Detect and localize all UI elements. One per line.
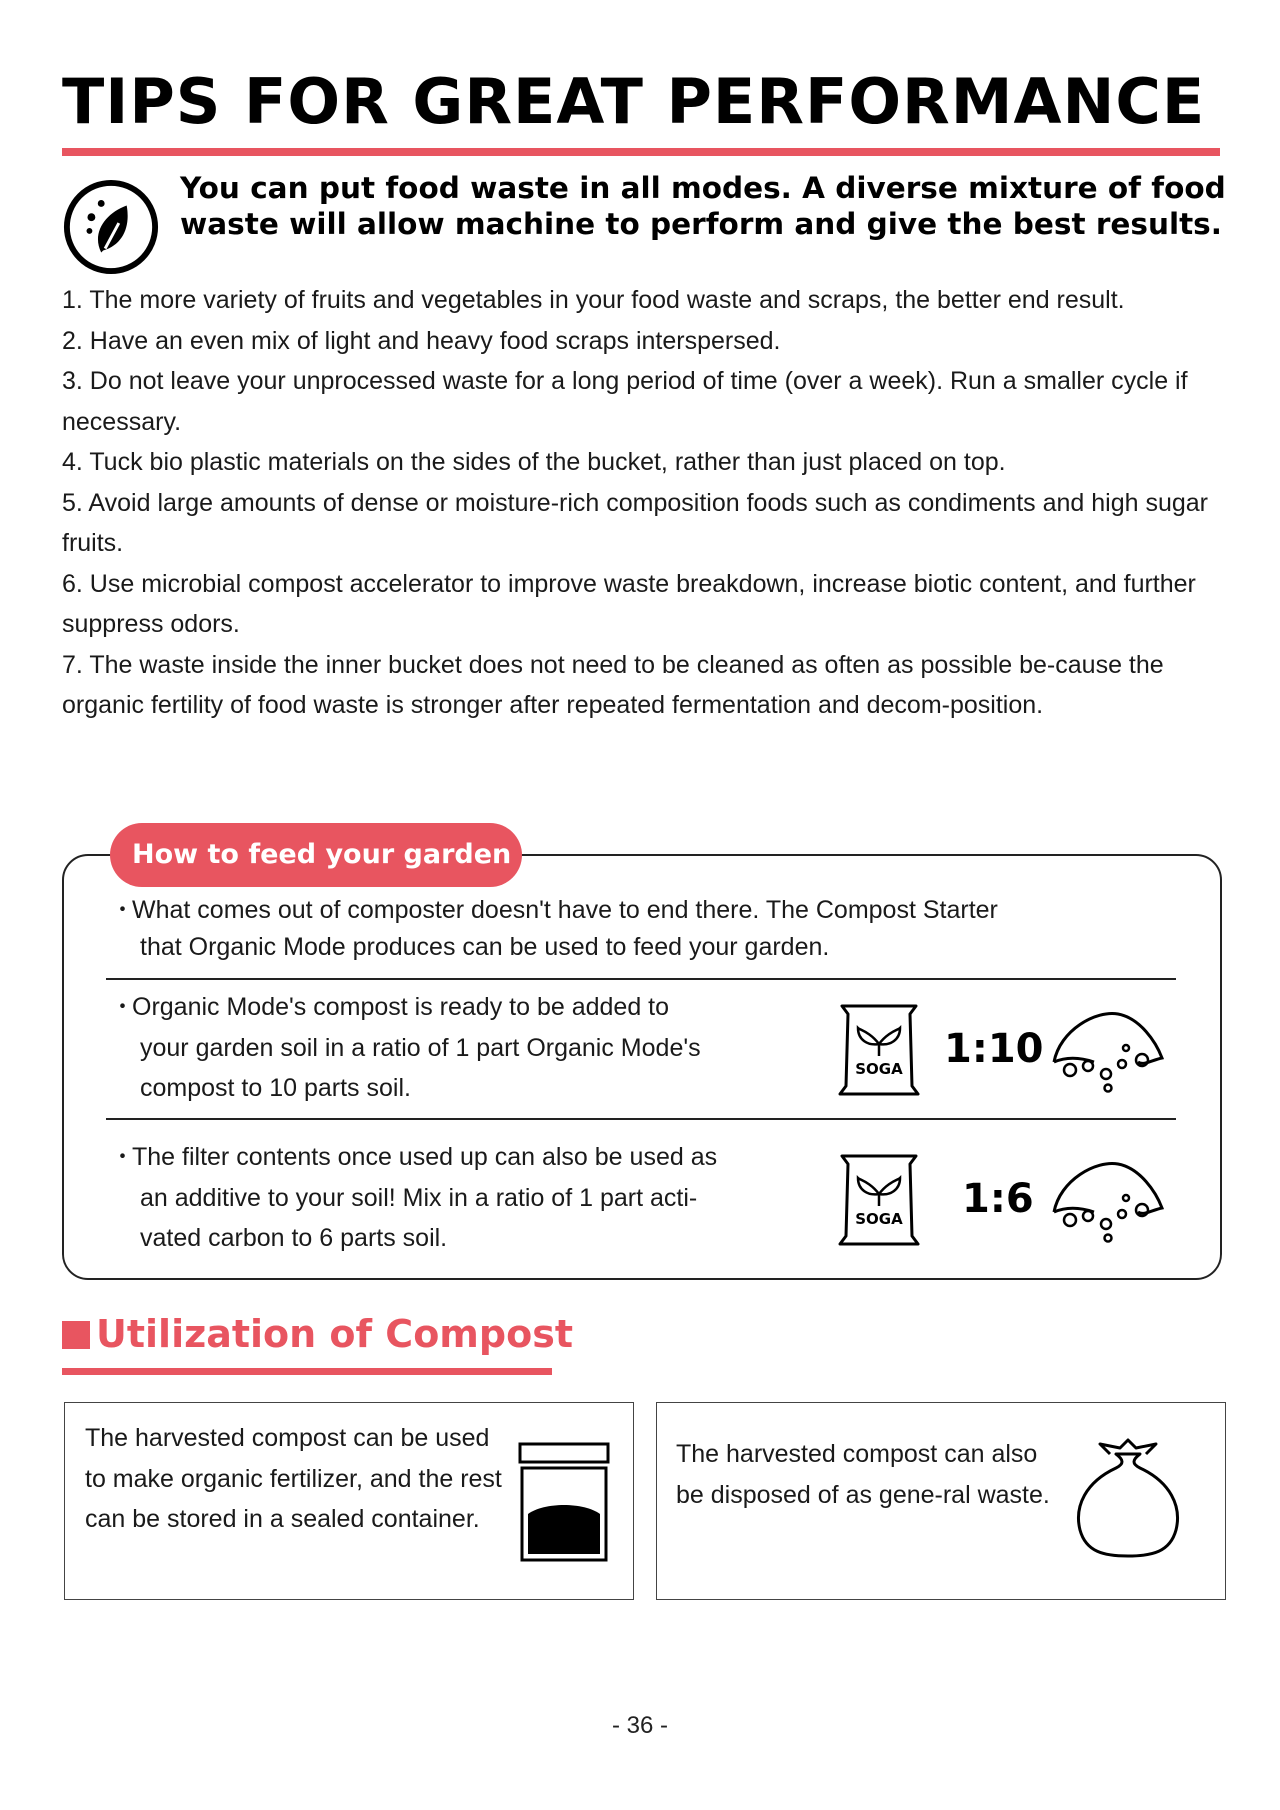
ratio-1-10: 1:10 (944, 1026, 1044, 1072)
bullet: ・ (110, 1143, 136, 1171)
svg-text:SOGA: SOGA (855, 1060, 903, 1078)
section-marker (62, 1321, 90, 1349)
divider (106, 1118, 1176, 1120)
tip-item: 4. Tuck bio plastic materials on the sides of the bucket, rather than just placed on top. (62, 448, 1006, 476)
sealed-container-icon (514, 1438, 614, 1564)
tip-item: 6. Use microbial compost accelerator to improve waste breakdown, increase biotic content, and further suppress odors. (62, 569, 1196, 638)
garbage-bag-icon (1070, 1436, 1186, 1562)
garden-item-3: ・The filter contents once used up can also be used as an additive to your soil! Mix in a ratio of 1 part acti- vated carbon to 6 parts soil. (110, 1137, 830, 1259)
utilization-text-waste: The harvested compost can also be disposed of as gene-ral waste. (676, 1440, 1050, 1509)
compost-bag-icon (834, 1002, 924, 1098)
intro-text: You can put food waste in all modes. A diverse mixture of food waste will allow machine to perform and give the best results. (180, 171, 1226, 241)
bullet: ・ (110, 993, 136, 1021)
tip-item: 2. Have an even mix of light and heavy food scraps interspersed. (62, 326, 781, 355)
utilization-underline (62, 1368, 552, 1375)
garden-section-label: How to feed your garden (110, 823, 522, 887)
svg-text:SOGA: SOGA (855, 1210, 903, 1228)
garden-item-1: ・What comes out of composter doesn't have to end there. The Compost Starter that Organic Mode produces can be used to feed your garden. (110, 892, 1170, 966)
tip-item: 5. Avoid large amounts of dense or moisture-rich composition foods such as condiments and high sugar fruits. (62, 488, 1209, 557)
page-title: TIPS FOR GREAT PERFORMANCE (62, 65, 1206, 138)
utilization-text-fertilizer: The harvested compost can be used to make organic fertilizer, and the rest can be stored in a sealed container. (85, 1424, 502, 1533)
page-number: - 36 - (611, 1712, 668, 1739)
tips-list (62, 280, 1222, 726)
ratio-1-6: 1:6 (962, 1176, 1034, 1222)
tip-item: 7. The waste inside the inner bucket does not need to be cleaned as often as possible be-cause the organic fertility of food waste is stronger after repeated fermentation and decom-position. (62, 650, 1164, 719)
utilization-title: Utilization of Compost (96, 1312, 573, 1356)
compost-bag-icon (834, 1152, 924, 1248)
tip-item: 1. The more variety of fruits and vegetables in your food waste and scraps, the better end result. (62, 286, 1125, 314)
divider (106, 978, 1176, 980)
title-underline (62, 148, 1220, 156)
tip-item: 3. Do not leave your unprocessed waste for a long period of time (over a week). Run a smaller cycle if necessary. (62, 367, 1188, 436)
leaf-icon (62, 178, 160, 276)
soil-pile-icon (1048, 1004, 1168, 1094)
bullet: ・ (110, 896, 136, 924)
garden-item-2: ・Organic Mode's compost is ready to be added to your garden soil in a ratio of 1 part Organic Mode's compost to 10 parts soil. (110, 987, 830, 1109)
soil-pile-icon (1048, 1154, 1168, 1244)
